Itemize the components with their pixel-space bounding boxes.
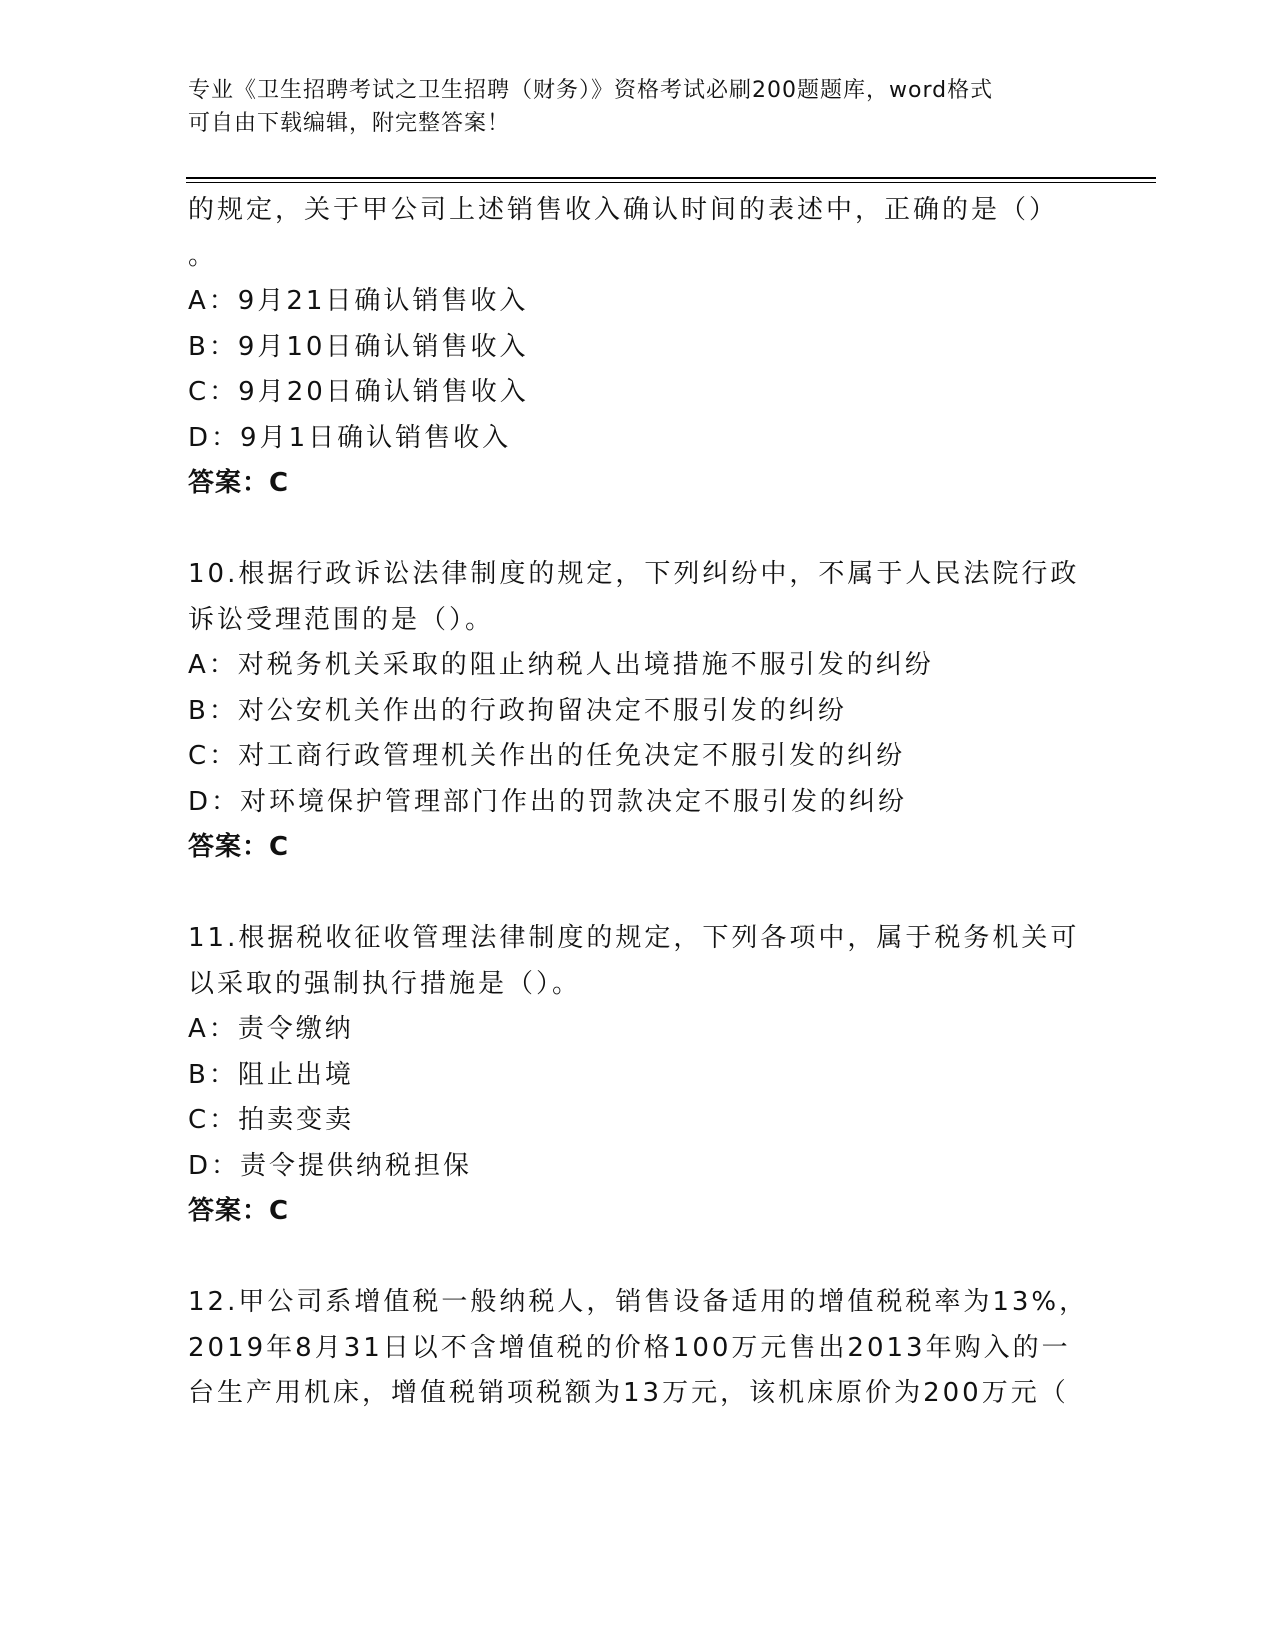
option-b: B：对公安机关作出的行政拘留决定不服引发的纠纷 <box>188 695 847 726</box>
question-text-line: 诉讼受理范围的是（）。 <box>188 604 495 635</box>
spacer <box>188 1235 1088 1281</box>
answer-value: C <box>269 468 290 498</box>
answer-line <box>188 461 1088 507</box>
question-text-line: 11.根据税收征收管理法律制度的规定，下列各项中，属于税务机关可 <box>188 923 1080 953</box>
answer-label: 答案： <box>188 468 270 498</box>
option-b: B：9月10日确认销售收入 <box>188 331 529 362</box>
question-block-continued <box>188 188 1088 507</box>
answer-line <box>188 1189 1088 1235</box>
answer-label: 答案： <box>188 1196 270 1226</box>
option-c: C：9月20日确认销售收入 <box>188 377 529 407</box>
answer-label: 答案： <box>188 832 270 862</box>
answer-value: C <box>269 832 290 862</box>
question-text-line: 10.根据行政诉讼法律制度的规定，下列纠纷中，不属于人民法院行政 <box>188 559 1080 589</box>
option-a: A：9月21日确认销售收入 <box>188 286 529 316</box>
spacer <box>188 871 1088 917</box>
header-rule-thin <box>186 182 1156 183</box>
question-text-line: 台生产用机床，增值税销项税额为13万元，该机床原价为200万元（ <box>188 1378 1069 1408</box>
option-c: C：拍卖变卖 <box>188 1105 355 1135</box>
question-block-11 <box>188 916 1088 1235</box>
question-text-line: 12.甲公司系增值税一般纳税人，销售设备适用的增值税税率为13%， <box>188 1287 1089 1317</box>
header-rule-thick <box>186 177 1156 179</box>
option-c: C：对工商行政管理机关作出的任免决定不服引发的纠纷 <box>188 741 906 771</box>
question-text-line: 。 <box>188 240 218 271</box>
option-a: A：责令缴纳 <box>188 1014 354 1044</box>
question-text-line: 2019年8月31日以不含增值税的价格100万元售出2013年购入的一 <box>188 1332 1071 1363</box>
header-line-2: 可自由下载编辑，附完整答案！ <box>188 111 511 136</box>
question-block-10 <box>188 552 1088 871</box>
answer-value: C <box>269 1196 290 1226</box>
spacer <box>188 507 1088 553</box>
question-text-line: 的规定，关于甲公司上述销售收入确认时间的表述中，正确的是（） <box>188 195 1059 225</box>
option-d: D：责令提供纳税担保 <box>188 1150 473 1181</box>
answer-line <box>188 825 1088 871</box>
document-header <box>188 74 1068 140</box>
option-b: B：阻止出境 <box>188 1059 354 1090</box>
option-d: D：对环境保护管理部门作出的罚款决定不服引发的纠纷 <box>188 786 908 817</box>
question-block-12 <box>188 1280 1088 1417</box>
option-a: A：对税务机关采取的阻止纳税人出境措施不服引发的纠纷 <box>188 650 934 680</box>
question-body <box>188 188 1088 1417</box>
option-d: D：9月1日确认销售收入 <box>188 422 512 453</box>
question-text-line: 以采取的强制执行措施是（）。 <box>188 968 582 999</box>
header-line-1: 专业《卫生招聘考试之卫生招聘（财务）》资格考试必刷200题题库，word格式 <box>188 78 994 103</box>
